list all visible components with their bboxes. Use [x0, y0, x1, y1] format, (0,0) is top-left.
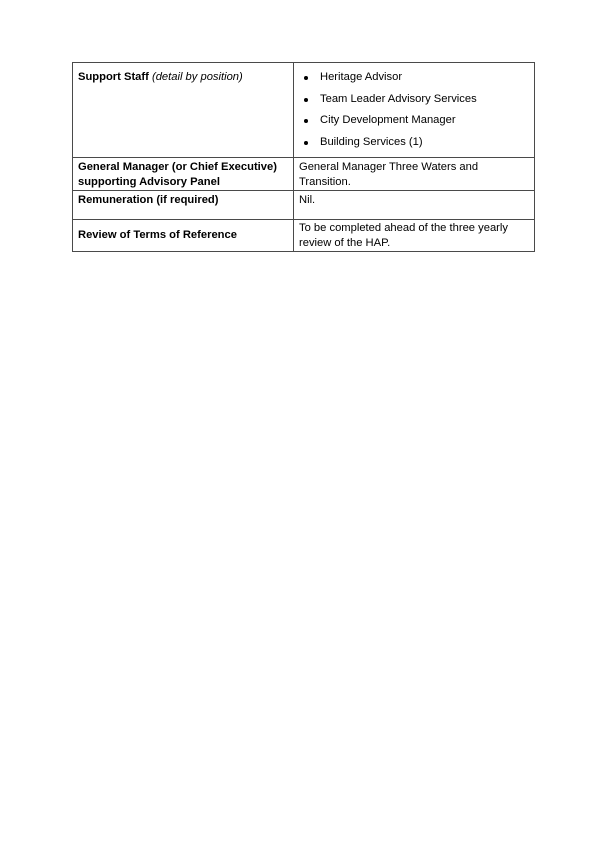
list-item-text: City Development Manager	[320, 114, 456, 126]
list-item	[302, 92, 529, 114]
bullet-icon	[304, 98, 308, 102]
label-cell	[73, 220, 294, 252]
list-item	[302, 135, 529, 157]
table-row-general-manager	[73, 158, 535, 191]
value-cell	[294, 158, 535, 191]
terms-of-reference-table	[72, 62, 535, 252]
general-manager-label: General Manager (or Chief Executive) supporting Advisory Panel	[78, 161, 277, 188]
value-cell	[294, 191, 535, 220]
review-value: To be completed ahead of the three yearly review of the HAP.	[299, 222, 508, 249]
table-row-remuneration	[73, 191, 535, 220]
label-cell	[73, 158, 294, 191]
list-item	[302, 113, 529, 135]
support-staff-qualifier: (detail by position)	[151, 71, 243, 83]
bullet-icon	[304, 141, 308, 145]
value-cell	[294, 220, 535, 252]
list-item	[302, 70, 529, 92]
table-row-support-staff	[73, 63, 535, 158]
value-cell	[294, 63, 535, 158]
table-row-review	[73, 220, 535, 252]
bullet-icon	[304, 119, 308, 123]
support-staff-label: Support Staff	[78, 71, 149, 83]
support-staff-list	[299, 70, 529, 156]
remuneration-value: Nil.	[299, 194, 316, 206]
list-item-text: Team Leader Advisory Services	[320, 92, 477, 105]
remuneration-label: Remuneration (if required)	[78, 194, 219, 206]
general-manager-value: General Manager Three Waters and Transition.	[299, 161, 479, 188]
list-item-text: Building Services (1)	[320, 135, 423, 148]
label-cell	[73, 191, 294, 220]
list-item-text: Heritage Advisor	[320, 71, 403, 83]
review-label: Review of Terms of Reference	[78, 229, 237, 241]
bullet-icon	[304, 76, 308, 80]
label-cell	[73, 63, 294, 158]
